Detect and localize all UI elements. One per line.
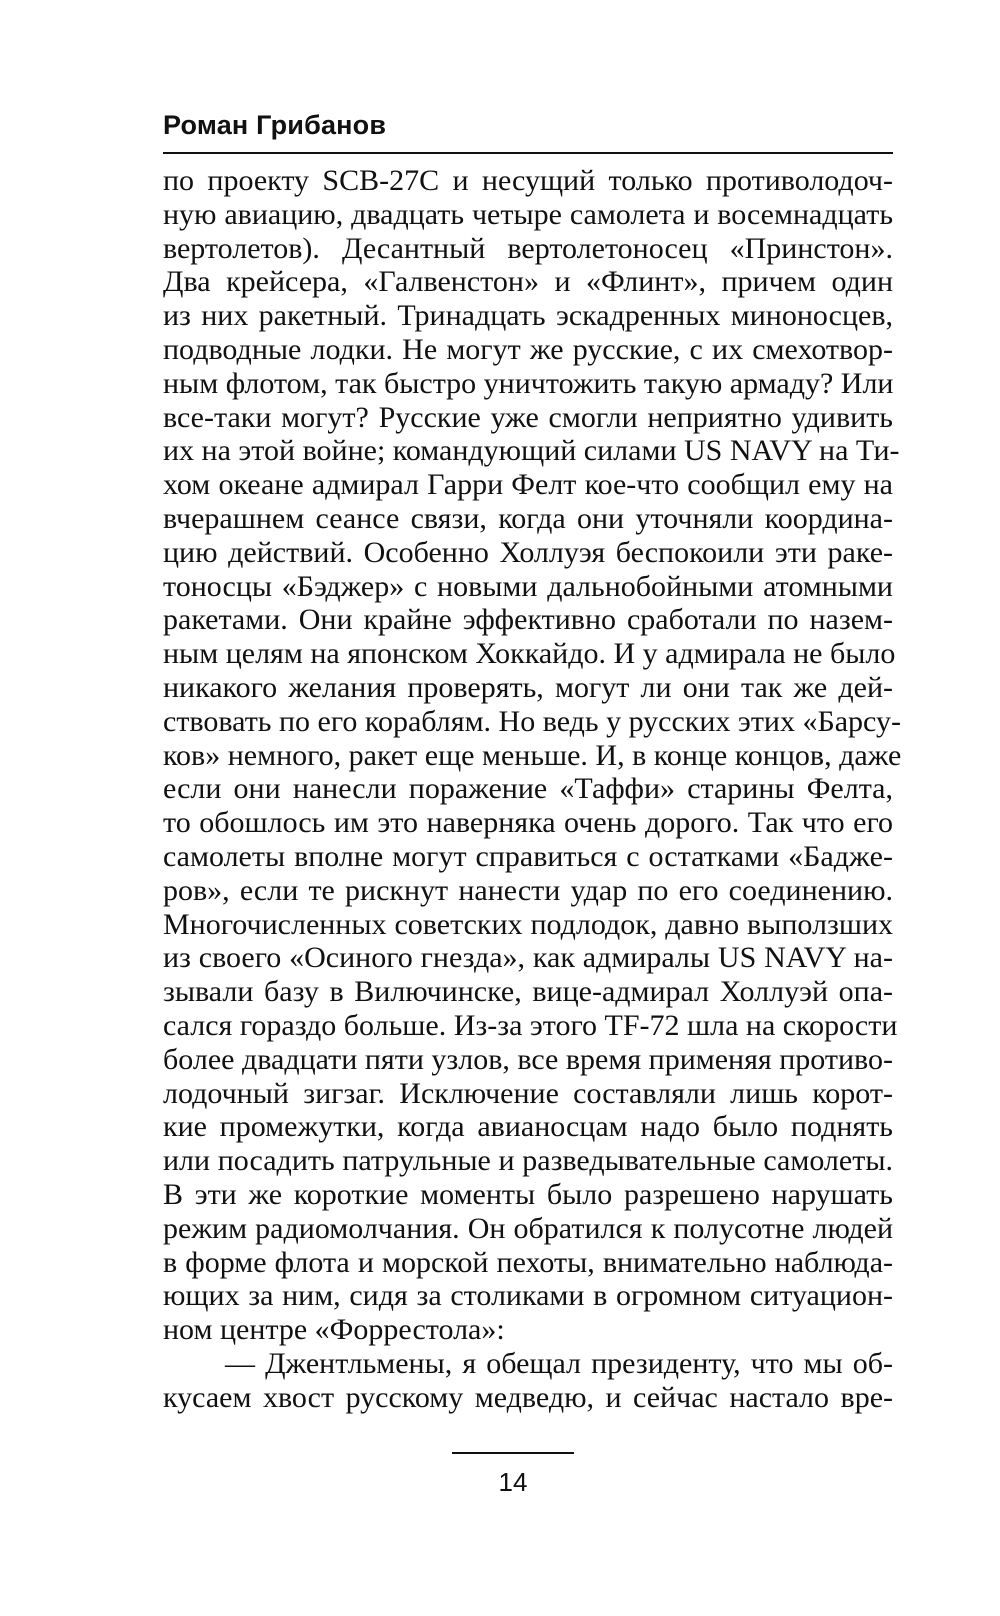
text-line: если они нанесли поражение «Таффи» старины Фелта, [163, 772, 893, 806]
footer-rule [452, 1452, 574, 1454]
running-head-author: Роман Грибанов [163, 110, 387, 140]
text-line: вчерашнем сеансе связи, когда они уточняли координа- [163, 501, 893, 535]
text-line: из них ракетный. Тринадцать эскадренных миноносцев, [163, 299, 893, 333]
text-line: то обошлось им это наверняка очень дорого. Так что его [163, 806, 893, 840]
text-line: все-таки могут? Русские уже смогли неприятно удивить [163, 400, 893, 434]
text-line: ном центре «Форрестола»: [163, 1313, 505, 1347]
text-line: ракетами. Они крайне эффективно сработали по назем- [163, 603, 893, 637]
text-line: режим радиомолчания. Он обратился к полусотне людей [163, 1211, 893, 1245]
text-line: Два крейсера, «Галвенстон» и «Флинт», причем один [163, 265, 893, 299]
text-line: ков» немного, ракет еще меньше. И, в конце концов, даже [163, 738, 902, 772]
text-line: ствовать по его кораблям. Но ведь у русских этих «Барсу- [163, 704, 901, 738]
header-rule [163, 152, 893, 154]
text-line: ров», если те рискнут нанести удар по его соединению. [163, 873, 893, 907]
text-line: ную авиацию, двадцать четыре самолета и восемнадцать [163, 197, 893, 231]
text-line: цию действий. Особенно Холлуэя беспокоили эти раке- [163, 535, 893, 569]
text-line: кие промежутки, когда авианосцам надо было поднять [163, 1110, 893, 1144]
text-line: или посадить патрульные и разведывательные самолеты. [163, 1144, 893, 1178]
text-line: самолеты вполне могут справиться с остатками «Баджe- [163, 839, 893, 873]
text-line: тоносцы «Бэджер» с новыми дальнобойными атомными [163, 569, 893, 603]
text-line: вертолетов). Десантный вертолетоносец «Принстон». [163, 231, 893, 265]
text-line: В эти же короткие моменты было разрешено нарушать [163, 1177, 893, 1211]
text-line: из своего «Осиного гнезда», как адмиралы US NAVY на- [163, 941, 893, 975]
text-line: кусаем хвост русскому медведю, и сейчас настало вре- [163, 1380, 893, 1414]
text-line: в форме флота и морской пехоты, внимательно наблюда- [163, 1245, 893, 1279]
text-line: ным целям на японском Хоккайдо. И у адмирала не было [163, 637, 896, 671]
text-line: подводные лодки. Не могут же русские, с их смехотвор- [163, 332, 893, 366]
text-line: по проекту SCB-27C и несущий только противолодоч- [163, 164, 893, 197]
text-line: никакого желания проверять, могут ли они так же дей- [163, 670, 893, 704]
text-line: ющих за ним, сидя за столиками в огромном ситуацион- [163, 1279, 893, 1313]
text-line: зывали базу в Вилючинске, вице-адмирал Холлуэй опа- [163, 975, 893, 1009]
body-text [163, 164, 902, 1414]
text-line: лодочный зигзаг. Исключение составляли лишь корот- [163, 1076, 893, 1110]
text-line: — Джентльмены, я обещал президенту, что мы об- [225, 1346, 893, 1380]
text-line: хом океане адмирал Гарри Фелт кое-что сообщил ему на [163, 468, 893, 502]
text-line: более двадцати пяти узлов, все время применяя противо- [163, 1042, 893, 1076]
text-line: ным флотом, так быстро уничтожить такую армаду? Или [163, 366, 894, 400]
text-line: их на этой войне; командующий силами US NAVY на Ти- [163, 434, 900, 468]
text-line: сался гораздо больше. Из-за этого TF-72 шла на скорости [163, 1008, 898, 1042]
page-number: 14 [498, 1467, 528, 1497]
text-line: Многочисленных советских подлодок, давно выползших [163, 907, 893, 941]
